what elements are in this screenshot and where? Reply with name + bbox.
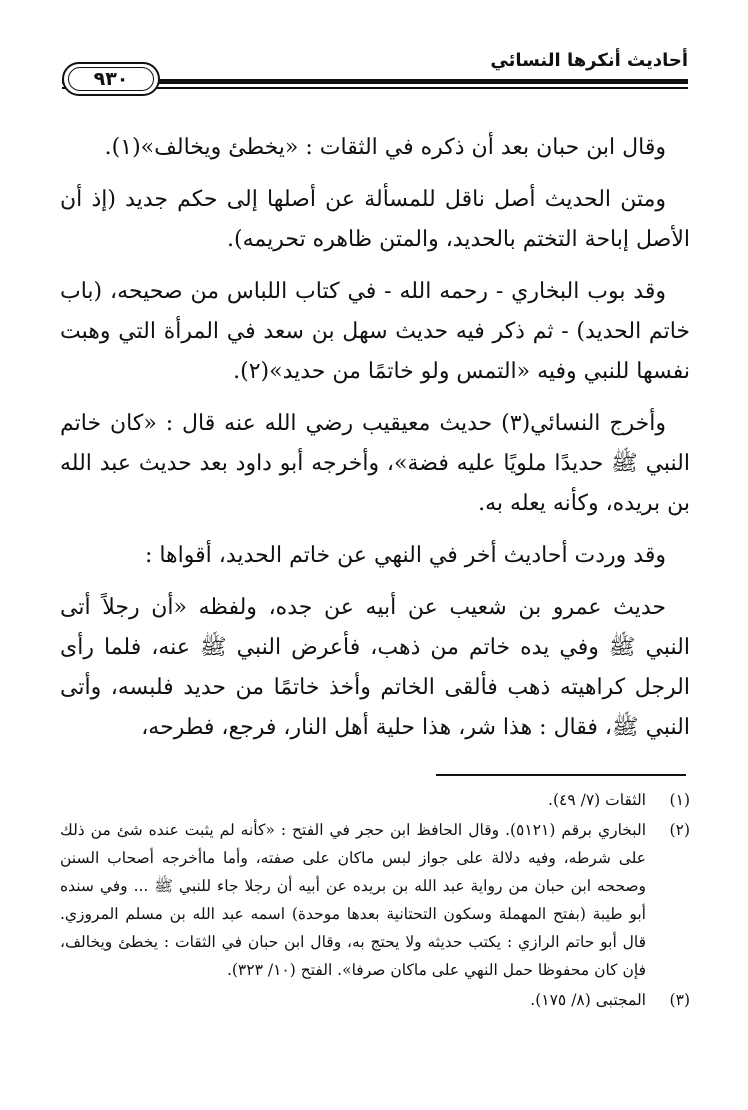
footnote-text: البخاري برقم (٥١٢١). وقال الحافظ ابن حجر في الفتح : «كأنه لم يثبت عنده شئ من ذلك على شرطه، وفيه دلالة على جواز لبس ماكان على صفته، وأما ماأخرجه أصحاب السنن وصححه ابن حبان من رواية عبد الله بن بريده عن أبيه أن رجلا جاء للنبي ﷺ ... وفي سنده أبو طيبة (بفتح المهملة وسكون التحتانية بعدها موحدة) اسمه عبد الله بن مسلم المروزي. قال أبو حاتم الرازي : يكتب حديثه ولا يحتج به، وقال ابن حبان في الثقات : يخطئ ويخالف، فإن كان محفوظا حمل النهي على ماكان صرفا». الفتح (١٠/ ٣٢٣). [60, 821, 646, 979]
footnote-separator [436, 774, 686, 776]
paragraph: وقد بوب البخاري - رحمه الله - في كتاب اللباس من صحيحه، (باب خاتم الحديد) - ثم ذكر فيه حديث سهل بن سعد في المرأة التي وهبت نفسها للنبي وفيه «التمس ولو خاتمًا من حديد»(٢). [60, 279, 690, 384]
footnotes [60, 786, 690, 1016]
main-text [60, 128, 690, 760]
page-number-badge [62, 62, 160, 96]
paragraph: وقال ابن حبان بعد أن ذكره في الثقات : «يخطئ ويخالف»(١). [104, 135, 666, 160]
footnote-number: (٢) [669, 821, 690, 839]
footnote-number: (٣) [669, 991, 690, 1009]
footnote [60, 786, 690, 814]
footnote [60, 816, 690, 984]
page-number: ٩٣٠ [93, 68, 129, 90]
footnote-number: (١) [669, 791, 690, 809]
footnote [60, 986, 690, 1014]
footnote-text: الثقات (٧/ ٤٩). [548, 791, 646, 809]
paragraph: ومتن الحديث أصل ناقل للمسألة عن أصلها إلى حكم جديد (إذ أن الأصل إباحة التختم بالحديد، والمتن ظاهره تحريمه). [60, 187, 690, 252]
footnote-text: المجتبى (٨/ ١٧٥). [530, 991, 646, 1009]
running-title: أحاديث أنكرها النسائي [490, 50, 688, 71]
paragraph: وأخرج النسائي(٣) حديث معيقيب رضي الله عنه قال : «كان خاتم النبي ﷺ حديدًا ملويًا عليه فضة»، وأخرجه أبو داود بعد حديث عبد الله بن بريده، وكأنه يعله به. [60, 411, 690, 516]
paragraph: حديث عمرو بن شعيب عن أبيه عن جده، ولفظه «أن رجلاً أتى النبي ﷺ وفي يده خاتم من ذهب، فأعرض النبي ﷺ عنه، فلما رأى الرجل كراهيته ذهب فألقى الخاتم وأخذ خاتمًا من حديد فلبسه، وأتى النبي ﷺ، فقال : هذا شر، هذا حلية أهل النار، فرجع، فطرحه، [60, 595, 690, 740]
page-header [62, 42, 688, 102]
paragraph: وقد وردت أحاديث أخر في النهي عن خاتم الحديد، أقواها : [144, 543, 666, 568]
